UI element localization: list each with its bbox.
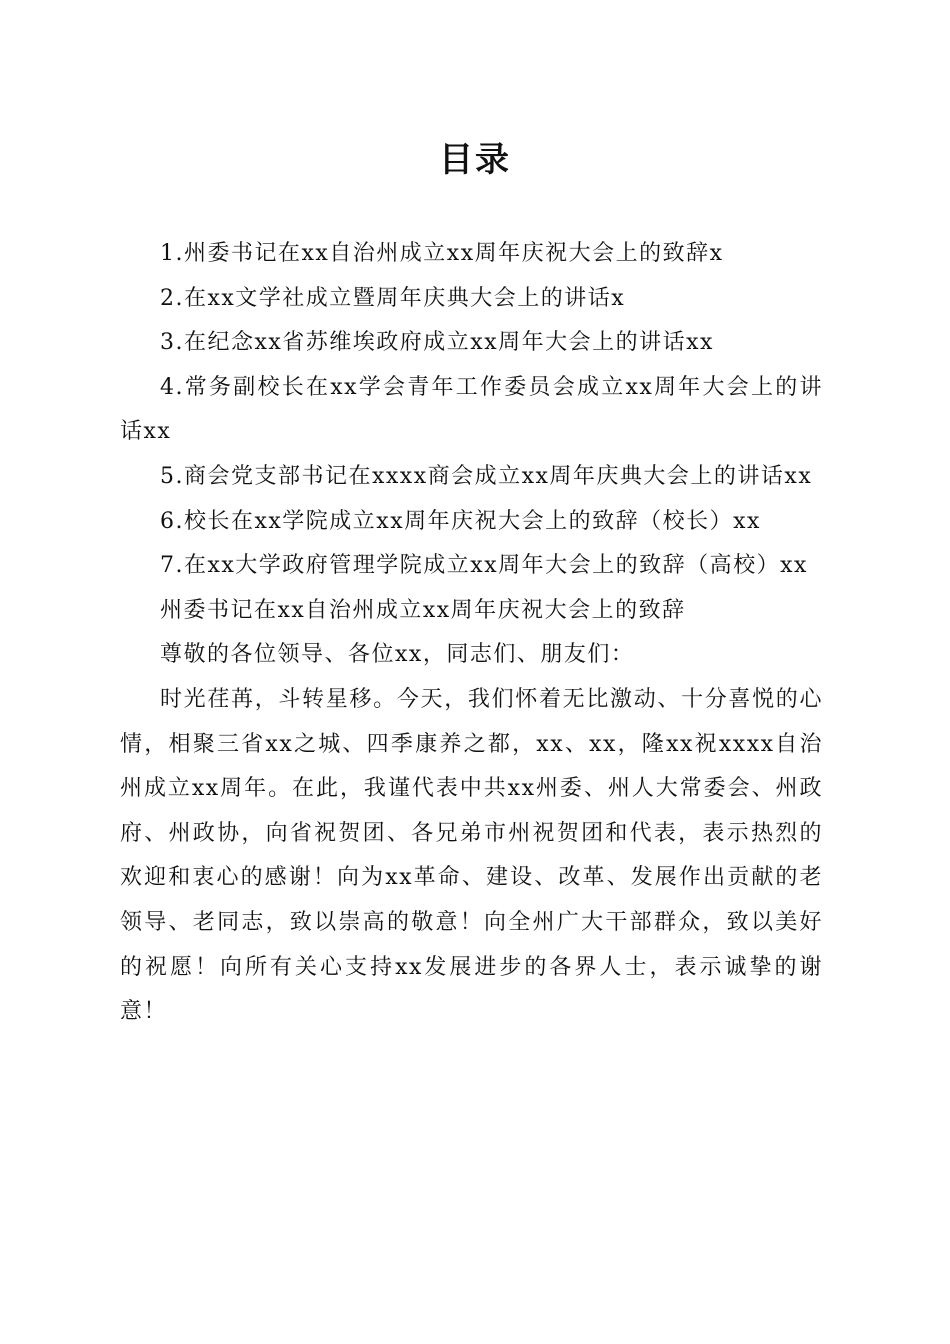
toc-item-3: 3.在纪念xx省苏维埃政府成立xx周年大会上的讲话xx <box>160 330 714 356</box>
page-title: 目录 <box>439 140 511 180</box>
toc-item-2: 2.在xx文学社成立暨周年庆典大会上的讲话x <box>160 285 626 311</box>
toc-item-5: 5.商会党支部书记在xxxx商会成立xx周年庆典大会上的讲话xx <box>160 463 813 489</box>
speech-title: 州委书记在xx自治州成立xx周年庆祝大会上的致辞 <box>160 597 686 623</box>
toc-item-7: 7.在xx大学政府管理学院成立xx周年大会上的致辞（高校）xx <box>160 553 808 579</box>
toc-item-6: 6.校长在xx学院成立xx周年庆祝大会上的致辞（校长）xx <box>160 508 761 534</box>
toc-item-4: 4.常务副校长在xx学会青年工作委员会成立xx周年大会上的讲话xx <box>120 374 823 445</box>
salutation: 尊敬的各位领导、各位xx，同志们、朋友们： <box>160 642 635 668</box>
toc-item-1: 1.州委书记在xx自治州成立xx周年庆祝大会上的致辞x <box>160 241 724 266</box>
document-content <box>120 232 823 1035</box>
body-paragraph: 时光荏苒，斗转星移。今天，我们怀着无比激动、十分喜悦的心情，相聚三省xx之城、四季康养之都，xx、xx，隆xx祝xxxx自治州成立xx周年。在此，我谨代表中共xx州委、州人大常委会、州政府、州政协，向省祝贺团、各兄弟市州祝贺团和代表，表示热烈的欢迎和衷心的感谢！向为xx革命、建设、改革、发展作出贡献的老领导、老同志，致以崇高的敬意！向全州广大干部群众，致以美好的祝愿！向所有关心支持xx发展进步的各界人士，表示诚挚的谢意！ <box>120 686 823 1025</box>
